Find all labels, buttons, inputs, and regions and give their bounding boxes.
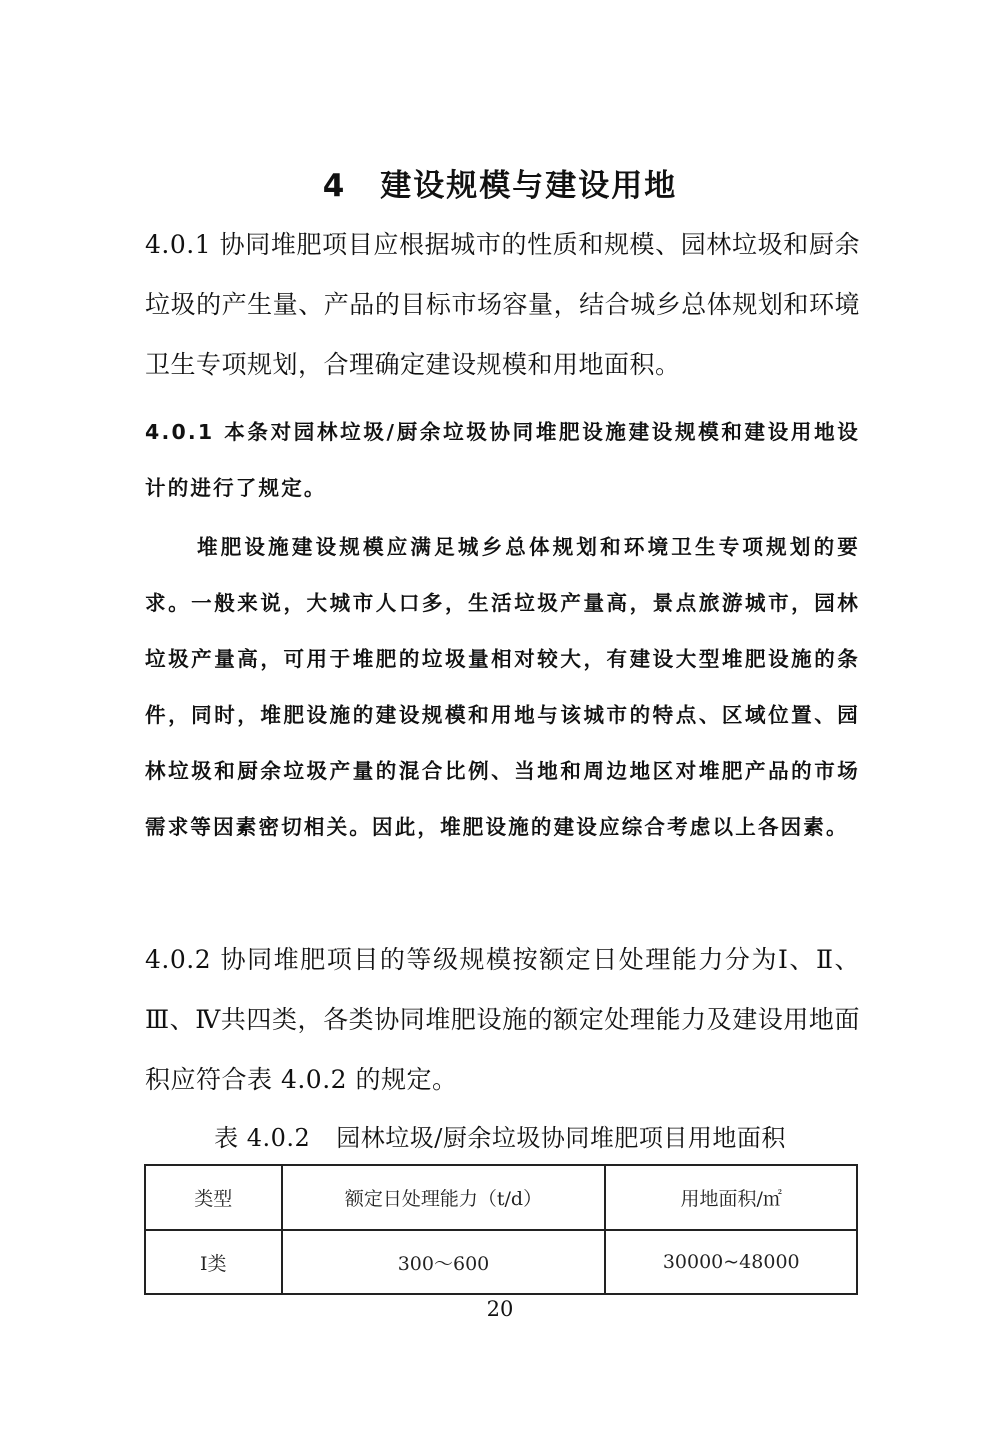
table-header-cell: 类型: [145, 1165, 282, 1230]
table-header-cell: 用地面积/㎡: [605, 1165, 857, 1230]
table-cell-area: 30000~48000: [605, 1230, 857, 1294]
explanation-4-0-1-heading: 4.0.1 本条对园林垃圾/厨余垃圾协同堆肥设施建设规模和建设用地设计的进行了规定。: [145, 420, 860, 500]
chapter-title: [0, 160, 1000, 205]
table-cell-type: Ⅰ类: [145, 1230, 282, 1294]
chapter-number: 4: [322, 168, 347, 204]
explanation-4-0-1-body: 堆肥设施建设规模应满足城乡总体规划和环境卫生专项规划的要求。一般来说，大城市人口多，生活垃圾产量高，景点旅游城市，园林垃圾产量高，可用于堆肥的垃圾量相对较大，有建设大型堆肥设施的条件，同时，堆肥设施的建设规模和用地与该城市的特点、区域位置、园林垃圾和厨余垃圾产量的混合比例、当地和周边地区对堆肥产品的市场需求等因素密切相关。因此，堆肥设施的建设应综合考虑以上各因素。: [145, 535, 860, 839]
land-area-table: [144, 1164, 858, 1295]
table-row: [145, 1230, 857, 1294]
table-caption-title: 园林垃圾/厨余垃圾协同堆肥项目用地面积: [336, 1124, 786, 1152]
table-header-row: [145, 1165, 857, 1230]
clause-4-0-1: 4.0.1 协同堆肥项目应根据城市的性质和规模、园林垃圾和厨余垃圾的产生量、产品的目标市场容量，结合城乡总体规划和环境卫生专项规划，合理确定建设规模和用地面积。: [145, 230, 860, 379]
table-header-cell: 额定日处理能力（t/d）: [282, 1165, 606, 1230]
page-number: 20: [486, 1297, 514, 1321]
table-caption: [0, 1118, 1000, 1153]
clause-4-0-2: 4.0.2 协同堆肥项目的等级规模按额定日处理能力分为Ⅰ、Ⅱ、Ⅲ、Ⅳ共四类，各类协同堆肥设施的额定处理能力及建设用地面积应符合表 4.0.2 的规定。: [145, 945, 860, 1094]
chapter-title-text: 建设规模与建设用地: [380, 168, 678, 204]
table-caption-number: 表 4.0.2: [214, 1124, 311, 1152]
table-cell-capacity: 300～600: [282, 1230, 606, 1294]
